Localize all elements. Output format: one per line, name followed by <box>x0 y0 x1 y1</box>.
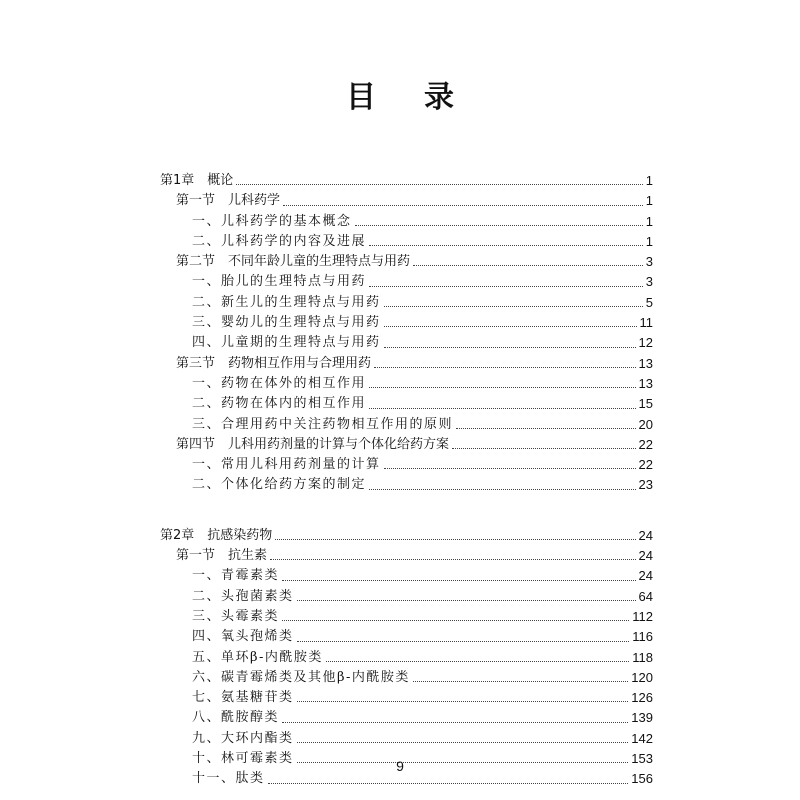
toc-entry-page: 24 <box>638 527 653 543</box>
toc-entry-page: 1 <box>645 233 653 249</box>
toc-entry-page: 22 <box>638 436 653 452</box>
dot-leader <box>369 489 636 490</box>
toc-entry-label: 第四节 儿科用药剂量的计算与个体化给药方案 <box>176 436 450 452</box>
toc-subsection-entry[interactable] <box>160 374 653 394</box>
dot-leader <box>268 783 629 784</box>
toc-subsection-entry[interactable] <box>160 607 653 627</box>
dot-leader <box>282 580 636 581</box>
dot-leader <box>413 681 628 682</box>
toc-entry-page: 22 <box>638 457 653 473</box>
dot-leader <box>384 347 636 348</box>
toc-entry-page: 120 <box>631 669 653 685</box>
toc-entry-label: 九、大环内酯类 <box>192 730 294 746</box>
toc-entry-label: 第1章 概论 <box>160 173 234 188</box>
dot-leader <box>456 428 636 429</box>
toc-entry-label: 六、碳青霉烯类及其他β-内酰胺类 <box>192 669 410 685</box>
toc-entry-page: 156 <box>631 771 653 787</box>
toc-entry-page: 1 <box>645 173 653 188</box>
table-of-contents <box>160 171 653 790</box>
dot-leader <box>283 205 643 206</box>
toc-subsection-entry[interactable] <box>160 232 653 252</box>
dot-leader <box>297 600 636 601</box>
toc-entry-label: 第二节 不同年龄儿童的生理特点与用药 <box>176 254 411 270</box>
toc-entry-label: 四、氧头孢烯类 <box>192 629 294 645</box>
toc-entry-page: 126 <box>631 690 653 706</box>
toc-entry-page: 5 <box>645 294 653 310</box>
toc-entry-page: 118 <box>632 649 653 665</box>
toc-entry-page: 1 <box>645 213 653 229</box>
dot-leader <box>297 641 630 642</box>
toc-entry-label: 第一节 抗生素 <box>176 548 268 564</box>
dot-leader <box>369 408 636 409</box>
dot-leader <box>369 286 643 287</box>
toc-entry-page: 23 <box>638 477 653 493</box>
toc-entry-page: 3 <box>645 274 653 290</box>
toc-subsection-entry[interactable] <box>160 333 653 353</box>
dot-leader <box>282 620 629 621</box>
toc-entry-label: 七、氨基糖苷类 <box>192 690 294 706</box>
toc-entry-label: 五、单环β-内酰胺类 <box>192 649 323 665</box>
toc-entry-page: 142 <box>631 730 653 746</box>
toc-entry-label: 第一节 儿科药学 <box>176 193 281 209</box>
dot-leader <box>384 306 643 307</box>
toc-section-entry[interactable] <box>160 252 653 272</box>
dot-leader <box>369 387 636 388</box>
toc-entry-page: 153 <box>631 751 653 767</box>
toc-entry-label: 二、头孢菌素类 <box>192 588 294 604</box>
toc-chapter-entry[interactable] <box>160 171 653 191</box>
dot-leader <box>384 468 636 469</box>
toc-subsection-entry[interactable] <box>160 668 653 688</box>
toc-subsection-entry[interactable] <box>160 627 653 647</box>
toc-entry-page: 15 <box>638 396 653 412</box>
dot-leader <box>326 661 629 662</box>
toc-subsection-entry[interactable] <box>160 729 653 749</box>
toc-entry-label: 二、药物在体内的相互作用 <box>192 396 367 412</box>
toc-entry-page: 24 <box>638 568 653 584</box>
toc-subsection-entry[interactable] <box>160 648 653 668</box>
toc-entry-page: 20 <box>638 416 653 432</box>
toc-entry-page: 139 <box>631 710 653 726</box>
page-title: 目录 <box>346 80 502 115</box>
toc-entry-label: 二、儿科药学的内容及进展 <box>192 233 367 249</box>
toc-entry-label: 十、林可霉素类 <box>192 751 294 767</box>
dot-leader <box>384 326 637 327</box>
toc-entry-label: 一、常用儿科用药剂量的计算 <box>192 457 381 473</box>
dot-leader <box>297 701 629 702</box>
toc-entry-label: 四、儿童期的生理特点与用药 <box>192 335 381 351</box>
toc-subsection-entry[interactable] <box>160 455 653 475</box>
dot-leader <box>413 265 643 266</box>
toc-entry-label: 一、青霉素类 <box>192 568 280 584</box>
toc-entry-page: 3 <box>645 254 653 270</box>
toc-entry-page: 13 <box>638 355 653 371</box>
dot-leader <box>236 184 642 185</box>
toc-entry-page: 1 <box>645 193 653 209</box>
dot-leader <box>452 448 636 449</box>
toc-entry-page: 11 <box>639 315 653 331</box>
toc-entry-page: 116 <box>632 629 653 645</box>
toc-subsection-entry[interactable] <box>160 566 653 586</box>
toc-entry-label: 一、儿科药学的基本概念 <box>192 213 352 229</box>
toc-subsection-entry[interactable] <box>160 688 653 708</box>
dot-leader <box>355 225 643 226</box>
dot-leader <box>275 539 635 540</box>
toc-subsection-entry[interactable] <box>160 313 653 333</box>
toc-entry-label: 第2章 抗感染药物 <box>160 527 273 543</box>
toc-entry-label: 一、胎儿的生理特点与用药 <box>192 274 367 290</box>
toc-subsection-entry[interactable] <box>160 475 653 495</box>
toc-entry-label: 二、新生儿的生理特点与用药 <box>192 294 381 310</box>
toc-entry-label: 第三节 药物相互作用与合理用药 <box>176 355 372 371</box>
toc-entry-label: 三、合理用药中关注药物相互作用的原则 <box>192 416 454 432</box>
toc-entry-page: 24 <box>638 548 653 564</box>
toc-section-entry[interactable] <box>160 191 653 211</box>
toc-subsection-entry[interactable] <box>160 394 653 414</box>
dot-leader <box>282 722 628 723</box>
dot-leader <box>270 559 636 560</box>
chapter-gap <box>160 496 653 526</box>
toc-chapter-entry[interactable] <box>160 526 653 546</box>
toc-section-entry[interactable] <box>160 546 653 566</box>
toc-entry-label: 一、药物在体外的相互作用 <box>192 375 367 391</box>
toc-entry-page: 112 <box>632 608 653 624</box>
toc-entry-label: 三、婴幼儿的生理特点与用药 <box>192 315 381 331</box>
toc-entry-label: 二、个体化给药方案的制定 <box>192 477 367 493</box>
toc-subsection-entry[interactable] <box>160 587 653 607</box>
toc-subsection-entry[interactable] <box>160 415 653 435</box>
toc-subsection-entry[interactable] <box>160 272 653 292</box>
toc-section-entry[interactable] <box>160 354 653 374</box>
toc-entry-label: 八、酰胺醇类 <box>192 710 280 726</box>
page-number: 9 <box>396 758 404 774</box>
toc-entry-label: 三、头霉素类 <box>192 608 280 624</box>
toc-section-entry[interactable] <box>160 435 653 455</box>
dot-leader <box>374 367 636 368</box>
toc-entry-label: 十一、肽类 <box>192 771 265 787</box>
toc-entry-page: 64 <box>638 588 653 604</box>
dot-leader <box>369 245 643 246</box>
dot-leader <box>297 742 629 743</box>
toc-subsection-entry[interactable] <box>160 708 653 728</box>
toc-entry-page: 12 <box>638 335 653 351</box>
toc-subsection-entry[interactable] <box>160 293 653 313</box>
toc-entry-page: 13 <box>638 375 653 391</box>
toc-subsection-entry[interactable] <box>160 212 653 232</box>
